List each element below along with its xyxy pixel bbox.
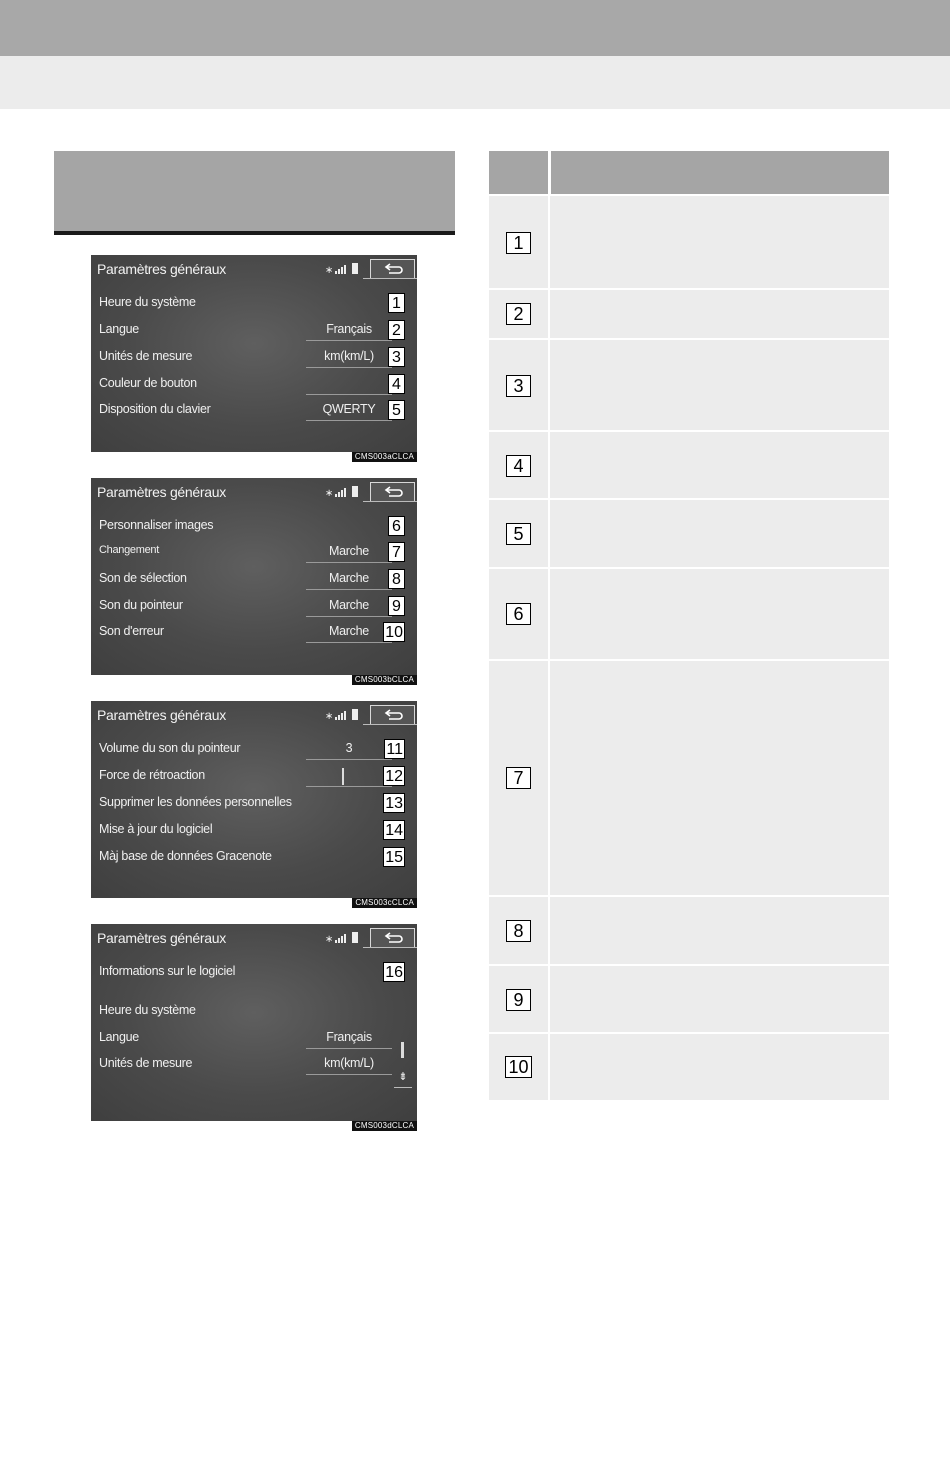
settings-screen-4 xyxy=(91,924,417,1130)
value-underline xyxy=(306,642,392,643)
setting-row-keyboard-layout[interactable] xyxy=(99,399,415,423)
setting-row-error-sound[interactable] xyxy=(99,621,415,645)
callout-number: 10 xyxy=(385,624,403,641)
status-icons xyxy=(323,707,363,723)
table-row xyxy=(489,964,889,1032)
value-underline xyxy=(306,1048,392,1049)
callout-number: 9 xyxy=(388,596,405,616)
row-label: Couleur de bouton xyxy=(99,376,197,390)
setting-row-system-time[interactable] xyxy=(99,1000,415,1024)
column-separator xyxy=(548,661,550,895)
back-arrow-icon xyxy=(371,706,414,724)
table-row xyxy=(489,498,889,567)
svg-text:∗: ∗ xyxy=(325,488,334,499)
table-row xyxy=(489,194,889,288)
back-button[interactable] xyxy=(370,705,415,725)
setting-row-system-time[interactable] xyxy=(99,292,415,316)
row-label: Mise à jour du logiciel xyxy=(99,822,213,836)
svg-text:∗: ∗ xyxy=(325,265,334,276)
image-code: CMS003dCLCA xyxy=(352,1121,417,1131)
status-icons xyxy=(323,484,363,500)
screen-title: Paramètres généraux xyxy=(97,930,226,946)
setting-row-button-color[interactable] xyxy=(99,373,415,397)
row-label: Changement xyxy=(99,544,159,556)
back-arrow-icon xyxy=(371,929,414,947)
table-row xyxy=(489,288,889,338)
table-row xyxy=(489,659,889,895)
value-underline xyxy=(306,589,392,590)
slider-track[interactable] xyxy=(306,786,392,787)
value-underline xyxy=(306,759,392,760)
row-number: 8 xyxy=(506,920,531,942)
callout-number: 7 xyxy=(388,542,405,562)
table-row xyxy=(489,1032,889,1100)
row-value: Français xyxy=(326,322,372,336)
description-table xyxy=(489,151,889,1100)
table-header xyxy=(489,151,889,194)
row-value: Français xyxy=(326,1030,372,1044)
row-value: Marche xyxy=(329,544,369,558)
row-label: Màj base de données Gracenote xyxy=(99,849,272,863)
row-value: Marche xyxy=(329,571,369,585)
column-separator xyxy=(548,290,550,338)
row-label: Son de sélection xyxy=(99,571,187,585)
row-number: 7 xyxy=(506,767,531,789)
status-icons xyxy=(323,930,363,946)
table-row xyxy=(489,430,889,498)
value-underline xyxy=(306,420,392,421)
svg-text:∗: ∗ xyxy=(325,934,334,945)
back-arrow-icon xyxy=(371,260,414,278)
row-label: Disposition du clavier xyxy=(99,402,211,416)
row-value: 3 xyxy=(345,741,353,755)
column-separator xyxy=(548,966,550,1032)
setting-row-software-update[interactable] xyxy=(99,819,415,843)
setting-row-units[interactable] xyxy=(99,1053,415,1077)
callout-number: 16 xyxy=(385,964,403,981)
setting-row-software-info[interactable] xyxy=(99,961,415,985)
back-button[interactable] xyxy=(370,259,415,279)
scrollbar-thumb[interactable] xyxy=(401,1042,404,1058)
back-button[interactable] xyxy=(370,928,415,948)
row-label: Langue xyxy=(99,1030,139,1044)
setting-row-selection-sound[interactable] xyxy=(99,568,415,592)
row-value: km(km/L) xyxy=(324,349,374,363)
callout-number: 4 xyxy=(388,374,405,394)
divider xyxy=(363,724,417,725)
setting-row-language[interactable] xyxy=(99,319,415,343)
row-number: 10 xyxy=(505,1056,532,1078)
divider xyxy=(363,947,417,948)
setting-row-pointer-sound[interactable] xyxy=(99,595,415,619)
row-label: Unités de mesure xyxy=(99,349,193,363)
header-number-cell xyxy=(489,151,548,194)
callout-number: 13 xyxy=(385,795,403,812)
row-label: Langue xyxy=(99,322,139,336)
row-value: QWERTY xyxy=(322,402,376,416)
row-label: Supprimer les données personnelles xyxy=(99,795,292,809)
value-underline xyxy=(306,562,392,563)
row-label: Unités de mesure xyxy=(99,1056,193,1070)
header-separator xyxy=(548,151,551,194)
back-button[interactable] xyxy=(370,482,415,502)
column-separator xyxy=(548,500,550,567)
left-section-header xyxy=(54,151,455,231)
setting-row-customize-images[interactable] xyxy=(99,515,415,539)
value-underline xyxy=(306,394,392,395)
column-separator xyxy=(548,340,550,430)
row-number: 6 xyxy=(506,603,531,625)
row-number: 5 xyxy=(506,523,531,545)
callout-number: 12 xyxy=(385,768,403,785)
setting-row-change[interactable] xyxy=(99,541,415,565)
setting-row-language[interactable] xyxy=(99,1027,415,1051)
setting-row-delete-personal-data[interactable] xyxy=(99,792,415,816)
value-underline xyxy=(306,340,392,341)
row-number: 9 xyxy=(506,989,531,1011)
column-separator xyxy=(548,432,550,498)
scroll-down-icon[interactable]: ⇟ xyxy=(394,1067,412,1088)
callout-number: 14 xyxy=(385,822,403,839)
callout-number: 15 xyxy=(385,849,403,866)
divider xyxy=(363,278,417,279)
row-label: Heure du système xyxy=(99,1003,196,1017)
table-row xyxy=(489,567,889,659)
callout-number: 1 xyxy=(388,293,405,313)
setting-row-pointer-volume[interactable] xyxy=(99,738,415,762)
row-number: 3 xyxy=(506,375,531,397)
row-number: 1 xyxy=(506,232,531,254)
value-underline xyxy=(306,1074,392,1075)
svg-text:∗: ∗ xyxy=(325,711,334,722)
row-label: Force de rétroaction xyxy=(99,768,205,782)
screen-title: Paramètres généraux xyxy=(97,261,226,277)
image-code: CMS003aCLCA xyxy=(352,452,417,462)
settings-screen-3 xyxy=(91,701,417,907)
table-row xyxy=(489,895,889,964)
left-section-rule xyxy=(54,231,455,235)
row-label: Personnaliser images xyxy=(99,518,214,532)
column-separator xyxy=(548,1034,550,1100)
callout-number: 6 xyxy=(388,516,405,536)
callout-number: 5 xyxy=(388,400,405,420)
row-value: Marche xyxy=(329,598,369,612)
row-value: km(km/L) xyxy=(324,1056,374,1070)
row-value: Marche xyxy=(329,624,369,638)
setting-row-feedback-force[interactable] xyxy=(99,765,415,789)
screen-title: Paramètres généraux xyxy=(97,707,226,723)
image-code: CMS003bCLCA xyxy=(352,675,417,685)
image-code: CMS003cCLCA xyxy=(352,898,417,908)
table-row xyxy=(489,338,889,430)
setting-row-units[interactable] xyxy=(99,346,415,370)
top-banner xyxy=(0,0,950,56)
screen-title: Paramètres généraux xyxy=(97,484,226,500)
value-underline xyxy=(306,616,392,617)
settings-screen-1 xyxy=(91,255,417,461)
row-number: 2 xyxy=(506,303,531,325)
status-icons xyxy=(323,261,363,277)
settings-screen-2 xyxy=(91,478,417,684)
slider-handle[interactable] xyxy=(342,768,344,785)
setting-row-gracenote-update[interactable] xyxy=(99,846,415,870)
row-label: Informations sur le logiciel xyxy=(99,964,236,978)
row-label: Son d'erreur xyxy=(99,624,164,638)
callout-number: 3 xyxy=(388,347,405,367)
callout-number: 2 xyxy=(388,320,405,340)
back-arrow-icon xyxy=(371,483,414,501)
row-label: Son du pointeur xyxy=(99,598,183,612)
row-number: 4 xyxy=(506,455,531,477)
column-separator xyxy=(548,196,550,288)
divider xyxy=(363,501,417,502)
row-label: Volume du son du pointeur xyxy=(99,741,241,755)
column-separator xyxy=(548,569,550,659)
sub-banner xyxy=(0,56,950,109)
row-label: Heure du système xyxy=(99,295,196,309)
value-underline xyxy=(306,367,392,368)
callout-number: 8 xyxy=(388,569,405,589)
callout-number: 11 xyxy=(386,741,403,758)
column-separator xyxy=(548,897,550,964)
